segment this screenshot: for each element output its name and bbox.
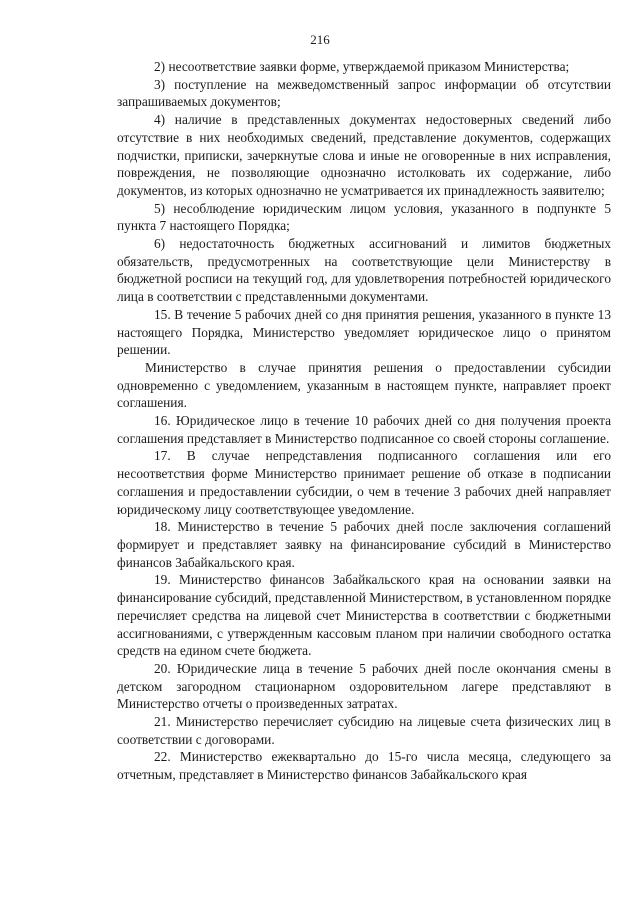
paragraph-clause-15-continuation: Министерство в случае принятия решения о предоставлении субсидии одновременно с уведомлением, указанным в настоящем пункте, направляет проект соглашения. [117, 359, 611, 411]
paragraph-item-5: 5) несоблюдение юридическим лицом условия, указанного в подпункте 5 пункта 7 настоящего Порядка; [117, 200, 611, 234]
paragraph-clause-19: 19. Министерство финансов Забайкальского края на основании заявки на финансирование субсидий, представленной Министерством, в установленном порядке перечисляет средства на лицевой счет Министерства в соответствии с бюджетными ассигнованиями, с утвержденным кассовым планом при наличии свободного остатка средств на едином счете бюджета. [117, 572, 611, 659]
paragraph-clause-16: 16. Юридическое лицо в течение 10 рабочих дней со дня получения проекта соглашения представляет в Министерство подписанное со своей стороны соглашение. [117, 413, 611, 446]
paragraph-clause-20: 20. Юридические лица в течение 5 рабочих дней после окончания смены в детском загородном стационарном оздоровительном лагере представляют в Министерство отчеты о произведенных затратах. [117, 660, 611, 712]
paragraph-clause-21: 21. Министерство перечисляет субсидию на лицевые счета физических лиц в соответствии с договорами. [117, 714, 611, 747]
paragraph-item-2: 2) несоответствие заявки форме, утверждаемой приказом Министерства; [154, 59, 570, 74]
paragraph-item-4: 4) наличие в представленных документах недостоверных сведений либо отсутствие в них необходимых сведений, представление документов, содержащих подчистки, приписки, зачеркнутые слова и иные не оговоренные в них исправления, повреждения, не позволяющие однозначно истолковать их содержание, либо документов, из которых однозначно не усматривается их принадлежность заявителю; [117, 112, 611, 198]
paragraph-item-3: 3) поступление на межведомственный запрос информации об отсутствии запрашиваемых документов; [117, 76, 611, 110]
paragraph-item-6: 6) недостаточность бюджетных ассигнований и лимитов бюджетных обязательств, предусмотренных на соответствующие цели Министерству в бюджетной росписи на текущий год, для удовлетворения потребностей юридического лица в соответствии с представленными документами. [117, 236, 611, 305]
paragraph-clause-17: 17. В случае непредставления подписанного соглашения или его несоответствия форме Министерство принимает решение об отказе в подписании соглашения и предоставлении субсидии, о чем в течение 3 рабочих дней направляет юридическому лицу соответствующее уведомление. [117, 448, 611, 517]
paragraph-clause-15: 15. В течение 5 рабочих дней со дня принятия решения, указанного в пункте 13 настоящего Порядка, Министерство уведомляет юридическое лицо о принятом решении. [117, 306, 611, 358]
document-body [117, 58, 611, 784]
paragraph-clause-18: 18. Министерство в течение 5 рабочих дней после заключения соглашений формирует и представляет заявку на финансирование субсидий в Министерство финансов Забайкальского края. [117, 519, 611, 570]
page-number: 216 [310, 32, 330, 47]
paragraph-clause-22: 22. Министерство ежеквартально до 15-го числа месяца, следующего за отчетным, представляет в Министерство финансов Забайкальского края [117, 749, 611, 783]
